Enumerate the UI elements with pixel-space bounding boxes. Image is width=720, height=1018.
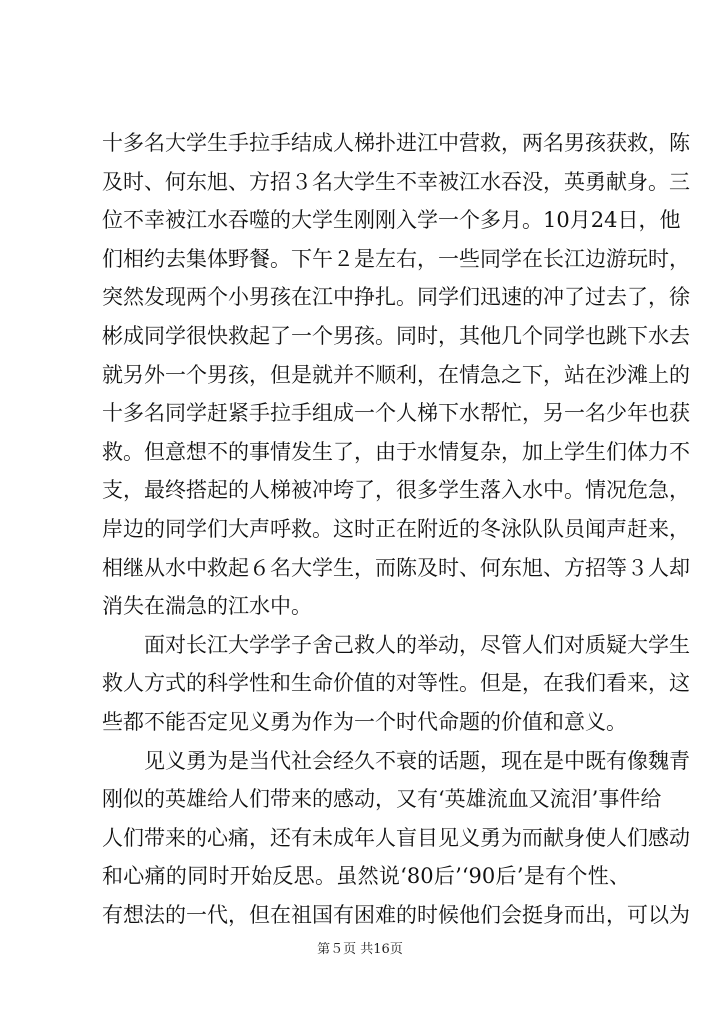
text-line: 刚似的英雄给人们带来的感动，又有‘英雄流血又流泪’事件给 [102,787,662,812]
text-line: 些都不能否定见义勇为作为一个时代命题的价值和意义。 [102,709,627,734]
text-line: 救。但意想不的事情发生了，由于水情复杂，加上学生们体力不 [102,439,690,464]
text-line: 十多名同学赶紧手拉手组成一个人梯下水帮忙，另一名少年也获 [102,401,690,426]
text-line: 就另外一个男孩，但是就并不顺利，在情急之下，站在沙滩上的 [102,362,690,387]
text-line: 人们带来的心痛，还有未成年人盲目见义勇为而献身使人们感动 [102,825,690,850]
text-line: 位不幸被江水吞噬的大学生刚刚入学一个多月。10月24日，他 [102,208,681,233]
text-line: 支，最终搭起的人梯被冲垮了，很多学生落入水中。情况危急， [102,478,690,503]
text-line: 救人方式的科学性和生命价值的对等性。但是，在我们看来，这 [102,671,690,696]
text-line: 见义勇为是当代社会经久不衰的话题，现在是中既有像魏青 [144,748,690,773]
text-line: 相继从水中救起６名大学生，而陈及时、何东旭、方招等３人却 [102,555,690,580]
text-line: 十多名大学生手拉手结成人梯扑进江中营救，两名男孩获救，陈 [102,131,690,155]
text-line: 及时、何东旭、方招３名大学生不幸被江水吞没，英勇献身。三 [102,169,690,194]
text-line: 和心痛的同时开始反思。虽然说‘80后’‘90后’是有个性、 [102,864,630,889]
document-body [102,124,690,934]
text-line: 消失在湍急的江水中。 [102,594,312,619]
text-line: 岸边的同学们大声呼救。这时正在附近的冬泳队队员闻声赶来， [102,516,690,541]
text-line: 彬成同学很快救起了一个男孩。同时，其他几个同学也跳下水去 [102,323,690,348]
text-line: 们相约去集体野餐。下午２是左右，一些同学在长江边游玩时， [102,246,690,271]
text-line: 有想法的一代，但在祖国有困难的时候他们会挺身而出，可以为 [102,902,690,927]
text-line: 突然发现两个小男孩在江中挣扎。同学们迅速的冲了过去了，徐 [102,285,690,310]
text-line: 面对长江大学学子舍己救人的举动，尽管人们对质疑大学生 [144,632,690,657]
page-number-footer: 第５页 共16页 [317,942,403,957]
